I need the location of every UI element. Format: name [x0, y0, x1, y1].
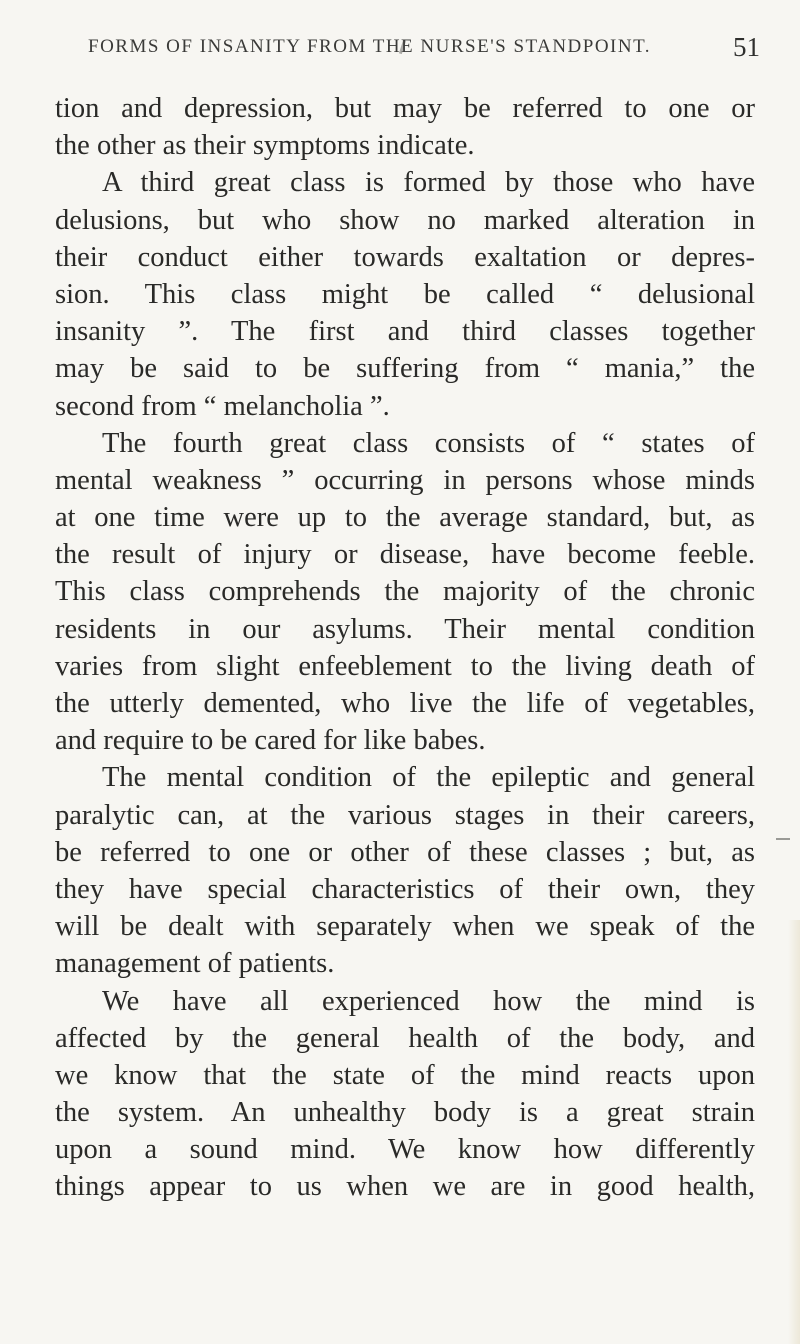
text-line: residents in our asylums. Their mental condition [55, 613, 755, 645]
text-line: the utterly demented, who live the life of vegetables, [55, 688, 755, 719]
text-line: be referred to one or other of these classes ; but, as [55, 836, 755, 868]
text-line: tion and depression, but may be referred to one or [55, 93, 755, 124]
running-head [0, 32, 760, 68]
text-line: insanity ”. The first and third classes together [55, 316, 755, 348]
text-line: A third great class is formed by those who have [102, 167, 755, 199]
text-line: upon a sound mind. We know how differently [55, 1134, 755, 1166]
text-line: mental weakness ” occurring in persons whose minds [55, 464, 755, 496]
text-line: the other as their symptoms indicate. [55, 130, 475, 162]
text-line: their conduct either towards exaltation or depres- [55, 241, 755, 273]
text-line: at one time were up to the average standard, but, as [55, 502, 755, 534]
text-line: things appear to us when we are in good health, [55, 1171, 755, 1203]
text-line: may be said to be suffering from “ mania,” the [55, 353, 755, 385]
text-line: second from “ melancholia ”. [55, 390, 390, 422]
text-line: the result of injury or disease, have become feeble. [55, 539, 755, 571]
text-line: management of patients. [55, 948, 335, 980]
page-number: 51 [733, 32, 760, 62]
text-line: varies from slight enfeeblement to the living death of [55, 650, 755, 682]
text-line: affected by the general health of the body, and [55, 1022, 755, 1054]
text-line: We have all experienced how the mind is [102, 985, 755, 1017]
text-line: and require to be cared for like babes. [55, 725, 486, 757]
text-line: sion. This class might be called “ delusional [55, 278, 755, 310]
text-line: This class comprehends the majority of the chronic [55, 576, 755, 608]
text-line: The mental condition of the epileptic and general [102, 762, 755, 794]
running-head-title: FORMS OF INSANITY FROM THE NURSE'S STANDPOINT. [88, 36, 652, 57]
page-edge-stain [788, 920, 800, 1344]
body-text [55, 90, 755, 1206]
text-line: The fourth great class consists of “ states of [102, 427, 755, 459]
text-line: they have special characteristics of their own, they [55, 873, 755, 905]
margin-mark [776, 838, 790, 840]
text-line: the system. An unhealthy body is a great strain [55, 1097, 755, 1129]
text-line: will be dealt with separately when we speak of the [55, 911, 755, 943]
text-line: delusions, but who show no marked alteration in [55, 204, 755, 236]
text-line: paralytic can, at the various stages in their careers, [55, 799, 755, 831]
text-line: we know that the state of the mind reacts upon [55, 1059, 755, 1091]
